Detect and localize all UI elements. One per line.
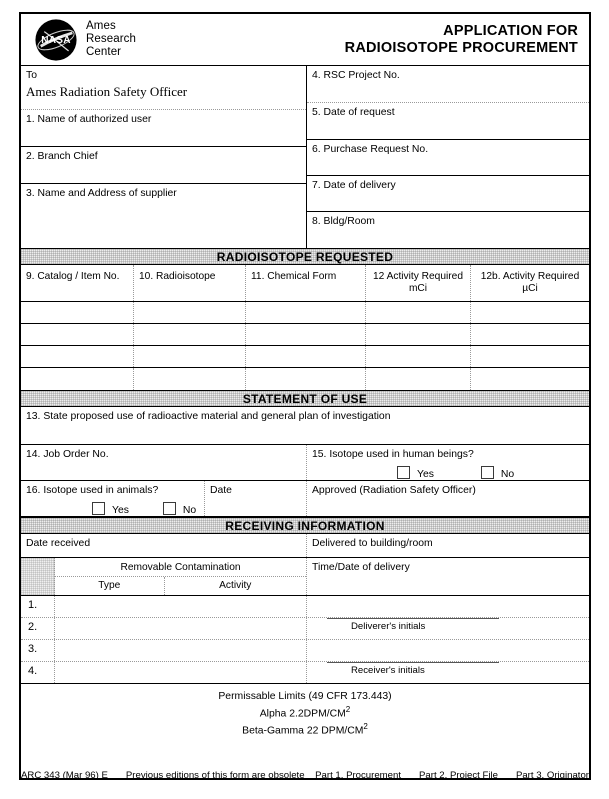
field-16-date-label: Date	[210, 485, 232, 496]
field-to-value: Ames Radiation Safety Officer	[26, 84, 188, 99]
receiving-notes-3	[307, 640, 589, 661]
column-header-activity-mci-label: 12 Activity Required	[372, 271, 464, 282]
field-1-name-of-authorized-user[interactable]	[21, 110, 306, 147]
table-row[interactable]	[21, 368, 589, 390]
field-to[interactable]	[21, 66, 306, 110]
field-14-job-order-no[interactable]	[21, 445, 307, 480]
permissable-limits-line-2	[21, 703, 589, 720]
column-header-activity: Activity	[219, 580, 252, 591]
field-2-label: 2. Branch Chief	[26, 151, 98, 162]
deliverer-initials-block[interactable]	[307, 618, 589, 639]
column-header-activity-required-mci	[366, 265, 471, 301]
alpha-limit-exponent: 2	[345, 705, 351, 714]
table-row[interactable]	[21, 302, 589, 324]
field-4-label: 4. RSC Project No.	[312, 70, 400, 81]
checkbox-15-no-label: No	[500, 469, 515, 480]
cell-catalog-item-no[interactable]	[21, 346, 134, 367]
center-name-line-1: Ames	[86, 20, 116, 33]
contamination-entry-4[interactable]	[55, 662, 307, 683]
footer-obsolete-note: Previous editions of this form are obsolete	[125, 770, 305, 781]
cell-radioisotope[interactable]	[134, 324, 246, 345]
alpha-limit-text: Alpha 2.2DPM/CM	[259, 708, 346, 720]
contamination-header	[21, 558, 589, 596]
cell-catalog-item-no[interactable]	[21, 324, 134, 345]
beta-gamma-limit-text: Beta-Gamma 22 DPM/CM	[242, 725, 364, 737]
contamination-entry-2[interactable]	[55, 618, 307, 639]
contamination-line-row	[21, 662, 589, 684]
field-8-bldg-room[interactable]	[307, 212, 589, 248]
center-name	[86, 20, 136, 58]
field-13-label: 13. State proposed use of radioactive material and general plan of investigation	[26, 411, 391, 422]
field-date-received-label: Date received	[26, 538, 91, 549]
section-band-receiving-information	[21, 517, 589, 534]
cell-radioisotope[interactable]	[134, 368, 246, 390]
column-header-activity-uci-label: 12b. Activity Required	[480, 271, 580, 282]
removable-contamination-label: Removable Contamination	[55, 558, 306, 577]
cell-chemical-form[interactable]	[246, 324, 366, 345]
row-16-approved	[21, 481, 589, 517]
cell-activity-mci[interactable]	[366, 324, 471, 345]
footer-part-1: Part 1. Procurement	[315, 770, 402, 781]
field-approved-rso[interactable]	[307, 481, 589, 516]
cell-activity-uci[interactable]	[471, 302, 589, 323]
field-approved-label: Approved (Radiation Safety Officer)	[312, 485, 476, 496]
column-header-radioisotope-label: 10. Radioisotope	[139, 271, 216, 282]
checkbox-15-no[interactable]	[481, 466, 494, 479]
field-time-date-label: Time/Date of delivery	[312, 562, 410, 573]
checkbox-15-yes[interactable]	[397, 466, 410, 479]
contamination-subheaders	[55, 577, 306, 595]
beta-gamma-limit-exponent: 2	[363, 722, 368, 732]
column-header-chemical-form-label: 11. Chemical Form	[251, 271, 337, 282]
cell-chemical-form[interactable]	[246, 302, 366, 323]
section-band-radioisotope-requested	[21, 248, 589, 265]
column-header-chemical-form	[246, 265, 366, 301]
field-delivered-to-label: Delivered to building/room	[312, 538, 433, 549]
line-number-3: 3.	[21, 640, 55, 661]
form-masthead	[21, 14, 589, 66]
cell-catalog-item-no[interactable]	[21, 368, 134, 390]
field-7-label: 7. Date of delivery	[312, 180, 396, 191]
top-block	[21, 66, 589, 248]
checkbox-15-yes-label: Yes	[417, 469, 434, 480]
cell-activity-mci[interactable]	[366, 346, 471, 367]
receiving-notes-1	[307, 596, 589, 617]
field-15-label: 15. Isotope used in human beings?	[312, 449, 474, 460]
contamination-line-row	[21, 618, 589, 640]
field-to-label: To	[26, 70, 37, 81]
field-16-date[interactable]	[205, 481, 307, 516]
field-15-human-beings	[307, 445, 589, 480]
center-name-line-2: Research	[86, 33, 137, 46]
nasa-meatball-logo	[35, 19, 77, 61]
cell-radioisotope[interactable]	[134, 346, 246, 367]
column-header-type: Type	[55, 577, 165, 595]
field-2-branch-chief[interactable]	[21, 147, 306, 184]
field-date-received[interactable]	[21, 534, 307, 557]
column-header-catalog-item-no-label: 9. Catalog / Item No.	[26, 271, 120, 282]
cell-activity-mci[interactable]	[366, 368, 471, 390]
field-8-label: 8. Bldg/Room	[312, 216, 375, 227]
field-14-label: 14. Job Order No.	[26, 449, 109, 460]
checkbox-16-yes[interactable]	[92, 502, 105, 515]
footer-part-2: Part 2. Project File	[419, 770, 498, 781]
cell-chemical-form[interactable]	[246, 346, 366, 367]
field-16-options	[26, 497, 204, 517]
radioisotope-procurement-form	[19, 12, 591, 780]
receiver-initials-label: Receiver's initials	[327, 662, 499, 676]
field-time-date-of-delivery[interactable]	[307, 558, 589, 595]
receiver-initials-block[interactable]	[307, 662, 589, 683]
column-header-radioisotope	[134, 265, 246, 301]
cell-activity-uci[interactable]	[471, 324, 589, 345]
footer-part-3: Part 3. Originator	[515, 770, 589, 781]
checkbox-16-yes-label: Yes	[112, 505, 129, 516]
top-right-column	[307, 66, 589, 248]
contamination-line-row	[21, 640, 589, 662]
field-6-purchase-request-no[interactable]	[307, 140, 589, 176]
field-13-proposed-use[interactable]	[21, 407, 589, 445]
section-band-receiving-label: RECEIVING INFORMATION	[225, 518, 385, 533]
cell-catalog-item-no[interactable]	[21, 302, 134, 323]
field-1-label: 1. Name of authorized user	[26, 114, 152, 125]
contamination-index-column	[21, 558, 55, 595]
row-14-15	[21, 445, 589, 481]
radioisotope-table-body	[21, 302, 589, 390]
deliverer-initials-label: Deliverer's initials	[327, 618, 499, 632]
field-16-label: 16. Isotope used in animals?	[26, 485, 159, 496]
cell-activity-uci[interactable]	[471, 368, 589, 390]
permissable-limits-line-1: Permissable Limits (49 CFR 173.443)	[218, 691, 392, 702]
column-header-activity-required-uci	[471, 265, 589, 301]
line-number-1: 1.	[21, 596, 55, 617]
contamination-line-row	[21, 596, 589, 618]
line-number-2: 2.	[21, 618, 55, 639]
radioisotope-table-header	[21, 265, 589, 302]
field-3-supplier[interactable]	[21, 184, 306, 248]
form-title-line-1: APPLICATION FOR	[443, 22, 578, 39]
checkbox-16-no-label: No	[182, 505, 197, 516]
field-4-rsc-project-no[interactable]	[307, 66, 589, 103]
column-header-activity-mci-unit: mCi	[408, 283, 428, 294]
checkbox-16-no[interactable]	[163, 502, 176, 515]
field-6-label: 6. Purchase Request No.	[312, 144, 429, 155]
removable-contamination-group	[55, 558, 307, 595]
cell-radioisotope[interactable]	[134, 302, 246, 323]
line-number-4: 4.	[21, 662, 55, 683]
field-5-date-of-request[interactable]	[307, 103, 589, 140]
cell-chemical-form[interactable]	[246, 368, 366, 390]
cell-activity-uci[interactable]	[471, 346, 589, 367]
section-band-statement-of-use	[21, 390, 589, 407]
contamination-entry-3[interactable]	[55, 640, 307, 661]
field-delivered-to-building-room[interactable]	[307, 534, 589, 557]
section-band-radioisotope-label: RADIOISOTOPE REQUESTED	[216, 249, 394, 264]
page-footer	[19, 768, 591, 783]
svg-text:NASA: NASA	[41, 34, 71, 46]
section-band-statement-label: STATEMENT OF USE	[242, 391, 368, 406]
table-row[interactable]	[21, 324, 589, 346]
contamination-entry-1[interactable]	[55, 596, 307, 617]
form-title	[291, 23, 589, 57]
row-date-received	[21, 534, 589, 558]
cell-activity-mci[interactable]	[366, 302, 471, 323]
field-5-label: 5. Date of request	[312, 107, 395, 118]
field-15-options	[312, 461, 589, 481]
permissable-limits-line-3	[21, 720, 589, 737]
field-7-date-of-delivery[interactable]	[307, 176, 589, 212]
column-header-catalog-item-no	[21, 265, 134, 301]
permissable-limits-block	[21, 684, 589, 739]
center-name-line-3: Center	[86, 45, 122, 58]
table-row[interactable]	[21, 346, 589, 368]
field-3-label: 3. Name and Address of supplier	[26, 188, 177, 199]
column-header-activity-uci-unit: µCi	[522, 283, 538, 294]
field-16-animals	[21, 481, 205, 516]
top-left-column	[21, 66, 307, 248]
footer-form-id: ARC 343 (Mar 96) E	[21, 770, 108, 781]
agency-identity	[21, 19, 291, 61]
form-title-line-2: RADIOISOTOPE PROCUREMENT	[344, 39, 578, 56]
